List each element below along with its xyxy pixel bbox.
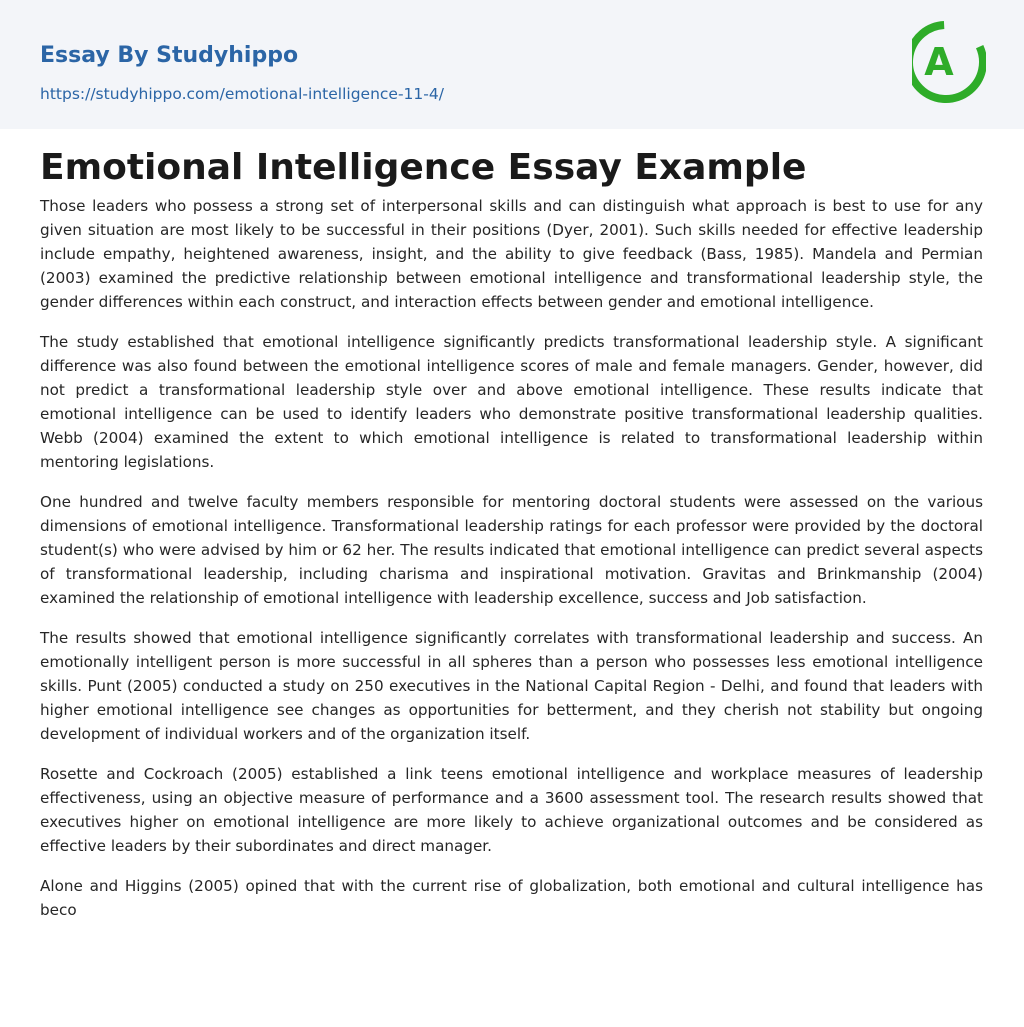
logo-letter: A <box>924 40 954 84</box>
paragraph: One hundred and twelve faculty members responsible for mentoring doctoral students were assessed on the various dimensions of emotional intelligence. Transformational leadership ratings for each professor were provided by the doctoral student(s) who were advised by him or 62 her. The results indicated that emotional intelligence can predict several aspects of transformational leadership, including charisma and inspirational motivation. Gravitas and Brinkmanship (2004) examined the relationship of emotional intelligence with leadership excellence, success and Job satisfaction. <box>40 493 983 607</box>
paragraph: The results showed that emotional intelligence significantly correlates with transformational leadership and success. An emotionally intelligent person is more successful in all spheres than a person who possesses less emotional intelligence skills. Punt (2005) conducted a study on 250 executives in the National Capital Region - Delhi, and found that leaders with higher emotional intelligence see changes as opportunities for betterment, and they cherish not stability but ongoing development of individual workers and of the organization itself. <box>40 629 983 743</box>
logo-a-icon <box>912 19 986 105</box>
paragraph: Alone and Higgins (2005) opined that with the current rise of globalization, both emotional and cultural intelligence has beco <box>40 877 983 919</box>
brand-title[interactable]: Essay By Studyhippo <box>40 43 299 68</box>
paragraph: Rosette and Cockroach (2005) established a link teens emotional intelligence and workplace measures of leadership effectiveness, using an objective measure of performance and a 3600 assessment tool. The research results showed that executives higher on emotional intelligence are more likely to achieve organizational outcomes and be considered as effective leaders by their subordinates and direct manager. <box>40 765 983 855</box>
essay-body <box>40 194 983 938</box>
studyhippo-logo[interactable] <box>912 19 986 105</box>
paragraph: Those leaders who possess a strong set of interpersonal skills and can distinguish what approach is best to use for any given situation are most likely to be successful in their positions (Dyer, 2001). Such skills needed for effective leadership include empathy, heightened awareness, insight, and the ability to give feedback (Bass, 1985). Mandela and Permian (2003) examined the predictive relationship between emotional intelligence and transformational leadership style, the gender differences within each construct, and interaction effects between gender and emotional intelligence. <box>40 197 983 311</box>
essay-url-link[interactable]: https://studyhippo.com/emotional-intelligence-11-4/ <box>40 85 444 103</box>
page-title: Emotional Intelligence Essay Example <box>40 147 807 188</box>
paragraph: The study established that emotional intelligence significantly predicts transformational leadership style. A significant difference was also found between the emotional intelligence scores of male and female managers. Gender, however, did not predict a transformational leadership style over and above emotional intelligence. These results indicate that emotional intelligence can be used to identify leaders who demonstrate positive transformational leadership qualities. Webb (2004) examined the extent to which emotional intelligence is related to transformational leadership within mentoring legislations. <box>40 333 983 471</box>
site-header <box>0 0 1024 129</box>
